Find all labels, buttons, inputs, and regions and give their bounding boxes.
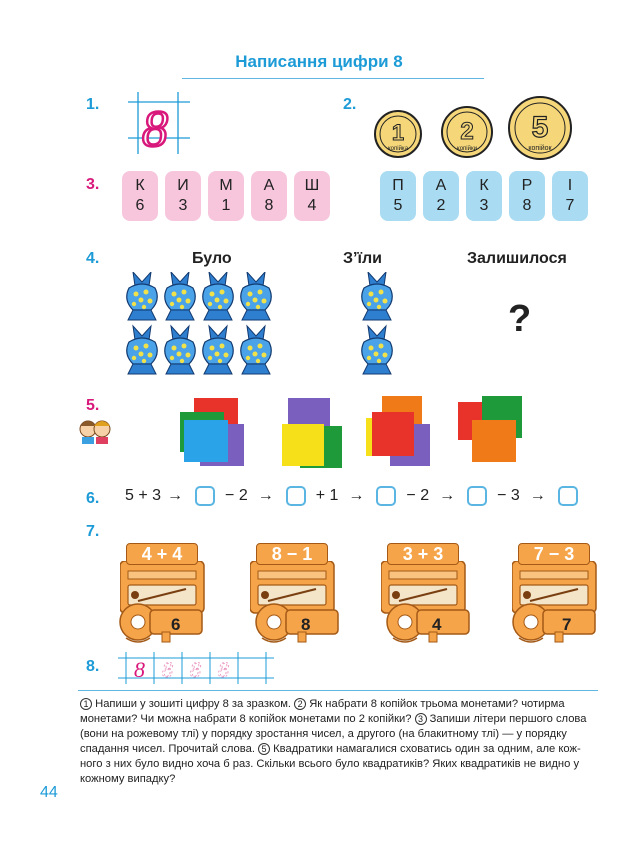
candies-ate <box>360 272 400 382</box>
lock-expression: 7 − 3 <box>518 543 590 565</box>
svg-text:1: 1 <box>391 120 405 145</box>
letter-card: П 5 <box>380 171 416 221</box>
answer-box[interactable] <box>558 486 578 506</box>
candy-icon <box>165 272 196 320</box>
circled-number: 2 <box>294 698 306 710</box>
lock-expression: 8 − 1 <box>256 543 328 565</box>
writing-practice-line <box>118 652 278 686</box>
svg-text:8: 8 <box>190 657 201 682</box>
svg-text:копійок: копійок <box>528 145 552 152</box>
svg-text:копійка: копійка <box>387 146 409 152</box>
key-number: 6 <box>171 615 181 634</box>
letter-card: К 3 <box>466 171 502 221</box>
question-mark: ? <box>508 298 532 340</box>
key-icon <box>511 600 599 650</box>
arrow-icon: → <box>348 487 365 504</box>
key-icon <box>118 600 206 650</box>
lock-expression: 3 + 3 <box>387 543 459 565</box>
letter-card: К 6 <box>122 171 158 221</box>
label-ate: З’їли <box>343 250 382 267</box>
arrow-icon: → <box>529 487 546 504</box>
task-number-1: 1. <box>86 96 100 113</box>
chain-op: − 2 <box>225 487 248 504</box>
candy-icon <box>362 272 393 320</box>
letter-card: И 3 <box>165 171 201 221</box>
letter-card: А 8 <box>251 171 287 221</box>
instructions-text: 1 Напиши у зошиті цифру 8 за зразком. 2 Як набрати 8 копійок трьома монетами? чотирма монетами? Чи можна набрати 8 копійок монетами по 2 копійки? 3 Запиши літери першого слова (вони на рожевому тлі) у порядку зростання чисел, а другого (на блакитному тлі) — у порядку спадання чисел. Прочитай слова. 5 Квадратики намагалися сховатись один за одним, але кож- ного з них було видно хоча б раз. Скільки всього було квадратиків? Яких квадратиків не видно у кожному випадку? <box>80 698 587 785</box>
answer-box[interactable] <box>286 486 306 506</box>
svg-text:8: 8 <box>218 657 229 682</box>
svg-text:2: 2 <box>460 118 474 145</box>
task-number-3: 3. <box>86 176 100 193</box>
title-divider <box>182 78 484 79</box>
letter-card: І 7 <box>552 171 588 221</box>
calc-chain <box>125 486 584 506</box>
task-number-6: 6. <box>86 490 100 507</box>
candy-icon <box>203 272 234 320</box>
circled-number: 3 <box>415 713 427 725</box>
label-left: Залишилося <box>467 250 567 267</box>
arrow-icon: → <box>167 487 184 504</box>
candy-icon <box>203 326 234 374</box>
task-number-5: 5. <box>86 397 100 414</box>
candy-icon <box>362 326 393 374</box>
coin-2 <box>442 107 492 157</box>
letter-card: Р 8 <box>509 171 545 221</box>
arrow-icon: → <box>439 487 456 504</box>
circled-number: 1 <box>80 698 92 710</box>
key-number: 4 <box>432 615 442 634</box>
squares-group-4 <box>456 394 526 470</box>
key-icon <box>385 600 473 650</box>
chain-op: − 2 <box>406 487 430 504</box>
chain-start: 5 + 3 <box>125 487 162 504</box>
chain-op: − 3 <box>497 487 520 504</box>
candy-icon <box>241 326 272 374</box>
label-was: Було <box>192 250 232 267</box>
task-number-8: 8. <box>86 658 100 675</box>
task-number-2: 2. <box>343 96 357 113</box>
blue-cards <box>380 171 588 221</box>
task-number-4: 4. <box>86 250 100 267</box>
answer-box[interactable] <box>467 486 487 506</box>
candy-icon <box>127 326 158 374</box>
lock-expression: 4 + 4 <box>126 543 198 565</box>
key-icon <box>254 600 342 650</box>
candy-icon <box>241 272 272 320</box>
answer-box[interactable] <box>195 486 215 506</box>
svg-text:8: 8 <box>162 657 173 682</box>
instructions-divider <box>78 690 598 691</box>
sample-digit: 8 <box>142 101 168 156</box>
svg-text:копійки: копійки <box>457 146 477 152</box>
candies-was <box>125 272 285 382</box>
key-number: 8 <box>301 615 311 634</box>
arrow-icon: → <box>257 487 274 504</box>
coins-group <box>372 94 572 162</box>
letter-card: А 2 <box>423 171 459 221</box>
answer-box[interactable] <box>376 486 396 506</box>
chain-op: + 1 <box>315 487 339 504</box>
key-number: 7 <box>562 615 572 634</box>
svg-text:5: 5 <box>531 111 549 144</box>
coin-1 <box>375 111 421 157</box>
candy-icon <box>165 326 196 374</box>
digit-8-sample <box>118 90 194 156</box>
page-number: 44 <box>40 784 58 801</box>
letter-card: М 1 <box>208 171 244 221</box>
svg-text:8: 8 <box>134 657 145 682</box>
squares-group-1 <box>178 394 248 470</box>
squares-group-2 <box>280 396 346 472</box>
letter-card: Ш 4 <box>294 171 330 221</box>
task-number-7: 7. <box>86 523 100 540</box>
coin-5 <box>509 97 571 159</box>
pink-cards <box>122 171 330 221</box>
page-title: Написання цифри 8 <box>235 52 403 71</box>
kids-pair-icon <box>78 416 112 444</box>
circled-number: 5 <box>258 743 270 755</box>
squares-group-3 <box>364 396 434 472</box>
candy-icon <box>127 272 158 320</box>
